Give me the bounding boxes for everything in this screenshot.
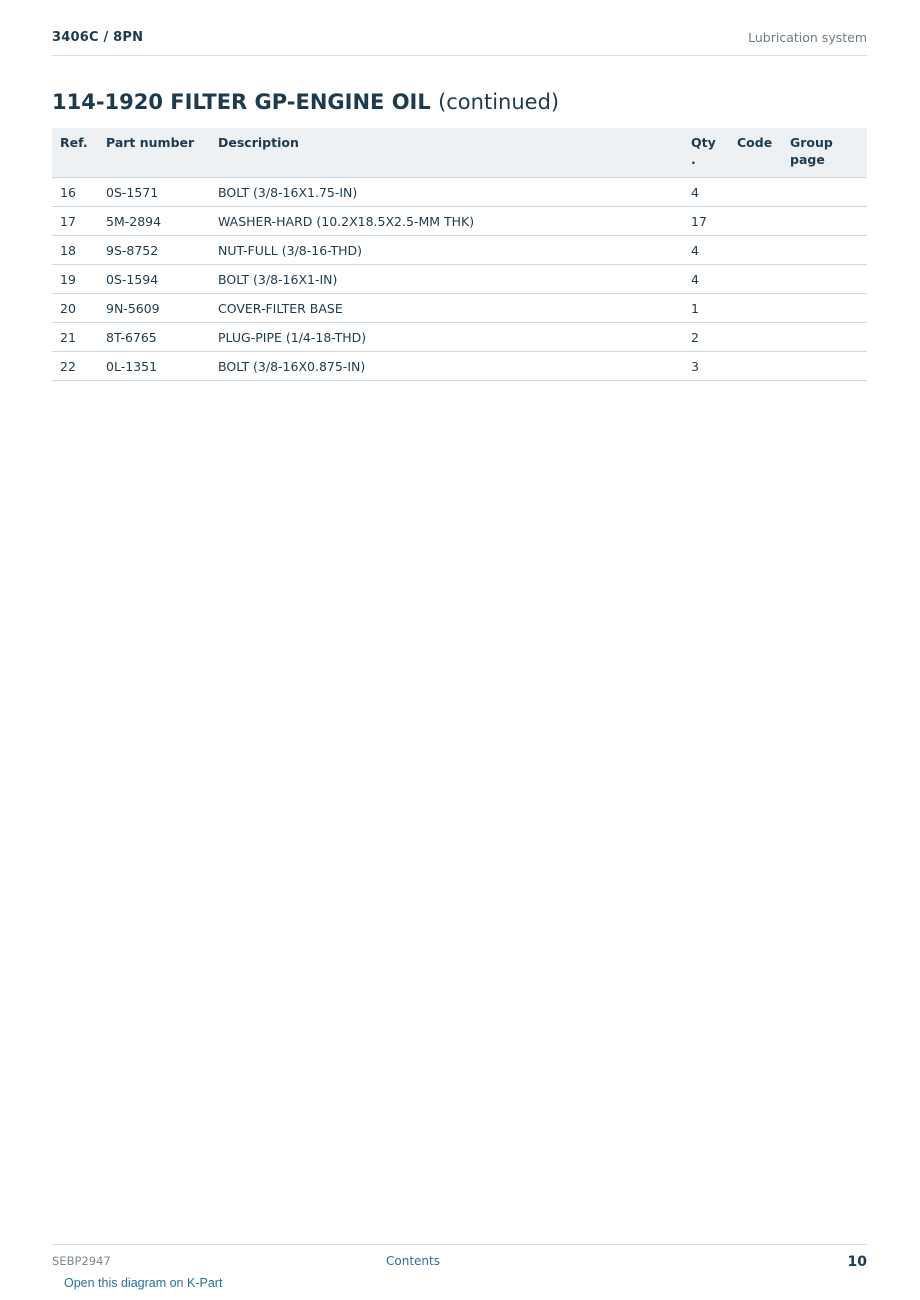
section-label: Lubrication system: [748, 30, 867, 45]
table-header-row: [52, 128, 867, 178]
cell-qty: 4: [683, 265, 729, 294]
table-row: [52, 178, 867, 207]
cell-qty: 2: [683, 323, 729, 352]
parts-table-body: [52, 178, 867, 381]
cell-group-page: [782, 294, 867, 323]
cell-part-number: 0S-1571: [98, 178, 210, 207]
table-row: [52, 265, 867, 294]
cell-description: BOLT (3/8-16X1-IN): [210, 265, 683, 294]
cell-part-number: 8T-6765: [98, 323, 210, 352]
cell-part-number: 5M-2894: [98, 207, 210, 236]
table-row: [52, 236, 867, 265]
cell-group-page: [782, 265, 867, 294]
col-header-ref: Ref.: [52, 128, 98, 178]
cell-ref: 16: [52, 178, 98, 207]
page-number: 10: [847, 1254, 867, 1270]
cell-ref: 21: [52, 323, 98, 352]
table-row: [52, 294, 867, 323]
cell-description: NUT-FULL (3/8-16-THD): [210, 236, 683, 265]
document-id: SEBP2947: [52, 1254, 111, 1268]
cell-ref: 19: [52, 265, 98, 294]
table-row: [52, 323, 867, 352]
col-header-qty: Qty .: [683, 128, 729, 178]
cell-code: [729, 352, 782, 381]
col-header-description: Description: [210, 128, 683, 178]
cell-code: [729, 207, 782, 236]
contents-link[interactable]: Contents: [386, 1254, 440, 1268]
table-row: [52, 352, 867, 381]
cell-part-number: 0S-1594: [98, 265, 210, 294]
cell-description: WASHER-HARD (10.2X18.5X2.5-MM THK): [210, 207, 683, 236]
cell-code: [729, 265, 782, 294]
cell-description: BOLT (3/8-16X0.875-IN): [210, 352, 683, 381]
cell-qty: 3: [683, 352, 729, 381]
cell-group-page: [782, 352, 867, 381]
col-header-group-page: Group page: [782, 128, 867, 178]
cell-description: PLUG-PIPE (1/4-18-THD): [210, 323, 683, 352]
open-kpart-link[interactable]: Open this diagram on K-Part: [64, 1276, 223, 1290]
col-header-code: Code: [729, 128, 782, 178]
cell-ref: 22: [52, 352, 98, 381]
cell-ref: 20: [52, 294, 98, 323]
table-row: [52, 207, 867, 236]
cell-qty: 1: [683, 294, 729, 323]
cell-code: [729, 294, 782, 323]
col-header-part-number: Part number: [98, 128, 210, 178]
cell-group-page: [782, 236, 867, 265]
cell-code: [729, 323, 782, 352]
cell-qty: 17: [683, 207, 729, 236]
cell-group-page: [782, 207, 867, 236]
cell-code: [729, 236, 782, 265]
cell-qty: 4: [683, 236, 729, 265]
page-footer: [52, 1244, 867, 1274]
title-main: 114-1920 FILTER GP-ENGINE OIL: [52, 90, 431, 114]
model-label: 3406C / 8PN: [52, 30, 144, 45]
cell-description: BOLT (3/8-16X1.75-IN): [210, 178, 683, 207]
cell-part-number: 9N-5609: [98, 294, 210, 323]
page-header: [52, 28, 867, 56]
cell-qty: 4: [683, 178, 729, 207]
cell-ref: 17: [52, 207, 98, 236]
cell-group-page: [782, 323, 867, 352]
parts-table: [52, 128, 867, 381]
page-title: [52, 90, 559, 114]
title-suffix: (continued): [438, 90, 560, 114]
cell-code: [729, 178, 782, 207]
cell-part-number: 0L-1351: [98, 352, 210, 381]
cell-part-number: 9S-8752: [98, 236, 210, 265]
cell-group-page: [782, 178, 867, 207]
cell-ref: 18: [52, 236, 98, 265]
cell-description: COVER-FILTER BASE: [210, 294, 683, 323]
